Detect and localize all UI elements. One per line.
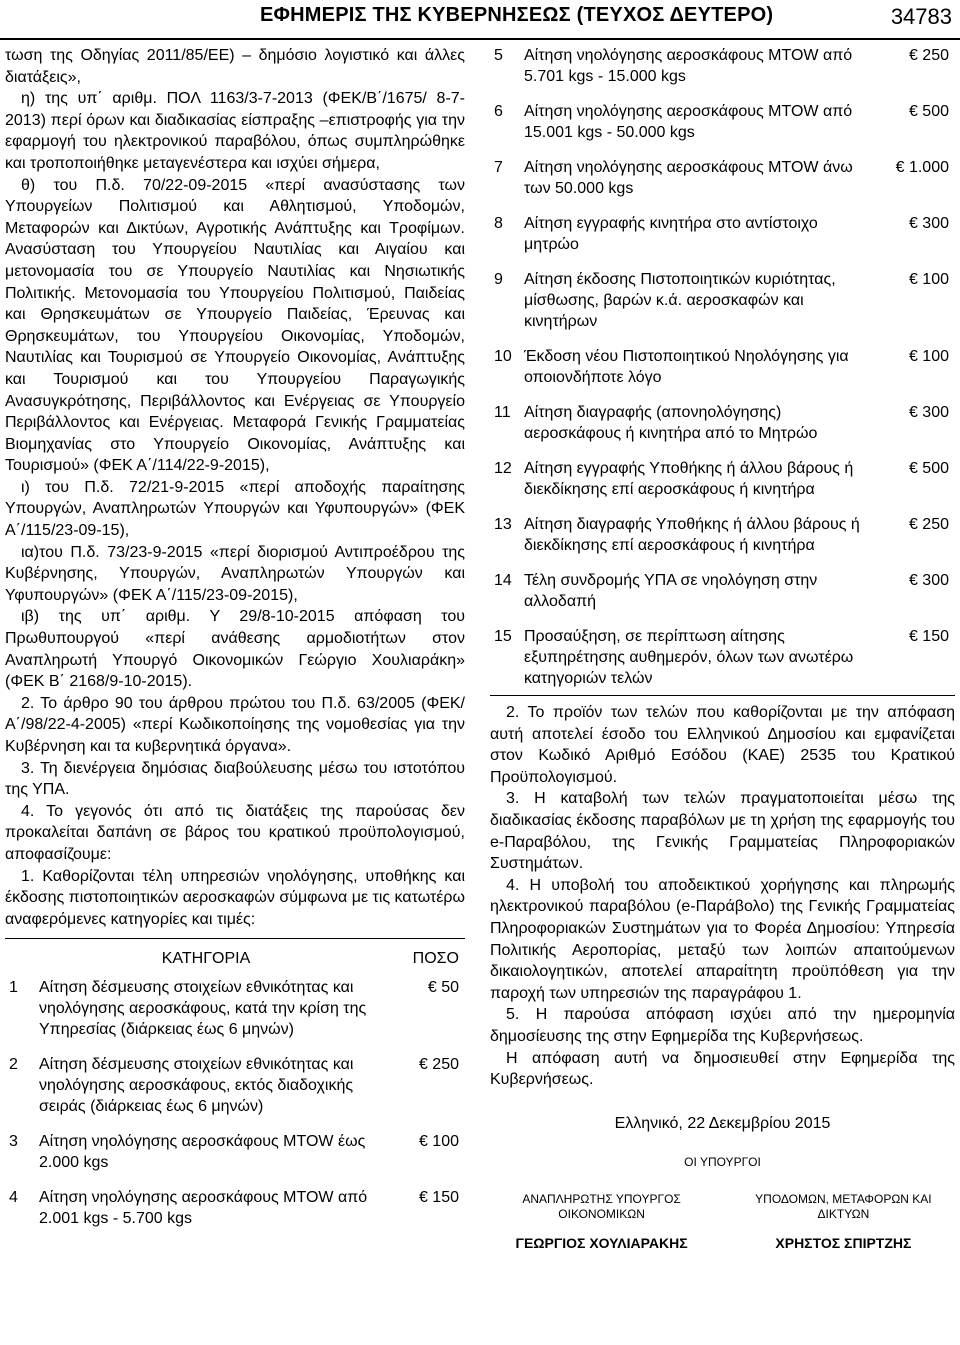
table-row: 12 Αίτηση εγγραφής Υποθήκης ή άλλου βάρους ή διεκδίκησης επί αεροσκάφους ή κινητήρα € 500 (494, 460, 949, 498)
page-number: 34783 (890, 4, 952, 29)
paragraph: ια)του Π.δ. 73/23-9-2015 «περί διορισμού Αντιπροέδρου της Κυβέρνησης, Υπουργών, Αναπληρωτών Υπουργών και Υφυπουργών» (ΦΕΚ Α΄/115/23-09-2015), (5, 543, 465, 604)
page-header (0, 0, 960, 40)
paragraph: 1. Καθορίζονται τέλη υπηρεσιών νηολόγησης, υποθήκης και έκδοσης πιστοποιητικών αεροσκαφών σύμφωνα με τις κατωτέρω αναφερόμενες κατηγορίες και τιμές: (5, 867, 466, 928)
signature-block (490, 1192, 955, 1251)
table-row: 7 Αίτηση νηολόγησης αεροσκάφους MTOW άνω των 50.000 kgs € 1.000 (494, 159, 949, 197)
signatory-name: ΧΡΗΣΤΟΣ ΣΠΙΡΤΖΗΣ (775, 1234, 912, 1251)
paragraph: ιβ) της υπ΄ αριθμ. Υ 29/8-10-2015 απόφαση του Πρωθυπουργού «περί ανάθεσης αρμοδιοτήτων στον Αναπληρωτή Υπουργό Οικονομικών Γεώργιο Χουλιαράκη» (ΦΕΚ Β΄ 2168/9-10-2015). (5, 608, 465, 691)
table-row: 8 Αίτηση εγγραφής κινητήρα στο αντίστοιχο μητρώο € 300 (494, 215, 949, 253)
paragraph: η) της υπ΄ αριθμ. ΠΟΛ 1163/3-7-2013 (ΦΕΚ/Β΄/1675/ 8-7-2013) περί όρων και διαδικασίας είσπραξης –επιστροφής για την εφαρμογή του ηλεκτρονικού παραβόλου, όπως συμπληρώθηκε και τροποποιήθηκε μεταγενέστερα και ισχύει σήμερα, (5, 90, 465, 172)
paragraph: ι) του Π.δ. 72/21-9-2015 «περί αποδοχής παραίτησης Υπουργών, Αναπληρωτών Υπουργών και Υφυπουργών» (ΦΕΚ Α΄/115/23-09-15), (5, 478, 465, 540)
paragraph: τωση της Οδηγίας 2011/85/ΕΕ) – δημόσιο λογιστικό και άλλες διατάξεις», (5, 47, 465, 86)
ministers-heading: ΟΙ ΥΠΟΥΡΓΟΙ (684, 1155, 761, 1170)
paragraph: Η απόφαση αυτή να δημοσιευθεί στην Εφημερίδα της Κυβερνήσεως. (490, 1049, 955, 1089)
signature-date: Ελληνικό, 22 Δεκεμβρίου 2015 (614, 1114, 831, 1132)
signatory-title: ΑΝΑΠΛΗΡΩΤΗΣ ΥΠΟΥΡΓΟΣ ΟΙΚΟΝΟΜΙΚΩΝ (522, 1191, 681, 1221)
left-column (5, 45, 465, 1229)
paragraph: 4. Η υποβολή του αποδεικτικού χορήγησης και πληρωμής ηλεκτρονικού παραβόλου (e-Παράβολο) της Γενικής Γραμματείας Πληροφοριακών Συστημάτων για το Φορέα Δημοσίου: Υπηρεσία Πολιτικής Αεροπορίας, μεταξύ των λοιπών απαιτούμενων δικαιολογητικών, αποτελεί απαραίτητη προϋπόθεση για την παροχή των υπηρεσιών της παραγράφου 1. (490, 876, 955, 1002)
table-row: 3 Αίτηση νηολόγησης αεροσκάφους MTOW έως 2.000 kgs € 100 (9, 1133, 459, 1172)
table-row: 1 Αίτηση δέσμευσης στοιχείων εθνικότητας και νηολόγησης αεροσκάφους, κατά την κρίση της Υπηρεσίας (διάρκειας έως 6 μηνών) € 50 (9, 979, 459, 1039)
fees-table-part1 (5, 938, 465, 1229)
table-row: 13 Αίτηση διαγραφής Υποθήκης ή άλλου βάρους ή διεκδίκησης επί αεροσκάφους ή κινητήρα € 250 (494, 516, 949, 554)
table-row: 5 Αίτηση νηολόγησης αεροσκάφους MTOW από 5.701 kgs - 15.000 kgs € 250 (494, 47, 949, 85)
signatory-name: ΓΕΩΡΓΙΟΣ ΧΟΥΛΙΑΡΑΚΗΣ (515, 1234, 688, 1251)
table-row: 11 Αίτηση διαγραφής (απονηολόγησης) αεροσκάφους ή κινητήρα από το Μητρώο € 300 (494, 404, 949, 442)
paragraph: 3. Η καταβολή των τελών πραγματοποιείται μέσω της διαδικασίας έκδοσης παραβόλων με τη χρήση της εφαρμογής του e-Παραβόλου, της Γενικής Γραμματείας Πληροφοριακών Συστημάτων. (490, 790, 955, 873)
paragraph: 4. Το γεγονός ότι από τις διατάξεις της παρούσας δεν προκαλείται δαπάνη σε βάρος του κρατικού προϋπολογισμού, αποφασίζουμε: (5, 802, 465, 863)
right-column (490, 45, 955, 1251)
table-row: 14 Τέλη συνδρομής ΥΠΑ σε νηολόγηση στην αλλοδαπή € 300 (494, 572, 949, 610)
paragraph: 2. Το προϊόν των τελών που καθορίζονται με την απόφαση αυτή αποτελεί έσοδο του Ελληνικού Δημοσίου και εμφανίζεται στον Κωδικό Αριθμό Εσόδου (ΚΑΕ) 2535 του Κρατικού Προϋπολογισμού. (490, 704, 955, 786)
table-header-category: ΚΑΤΗΓΟΡΙΑ (161, 949, 251, 967)
fees-table-part2 (490, 45, 955, 696)
table-header-amount: ΠΟΣΟ (412, 949, 459, 967)
paragraph: 2. Το άρθρο 90 του άρθρου πρώτου του Π.δ. 63/2005 (ΦΕΚ/Α΄/98/22-4-2005) «περί Κωδικοποίησης της νομοθεσίας για την Κυβέρνηση και τα κυβερνητικά όργανα». (5, 694, 465, 755)
paragraph: 3. Τη διενέργεια δημόσιας διαβούλευσης μέσω του ιστοτόπου της ΥΠΑ. (5, 759, 465, 799)
gazette-title: ΕΦΗΜΕΡΙΣ ΤΗΣ ΚΥΒΕΡΝΗΣΕΩΣ (ΤΕΥΧΟΣ ΔΕΥΤΕΡΟ) (260, 4, 774, 26)
table-row: 9 Αίτηση έκδοσης Πιστοποιητικών κυριότητας, μίσθωσης, βαρών κ.ά. αεροσκαφών και κινητήρων € 100 (494, 271, 949, 330)
paragraph: 5. Η παρούσα απόφαση ισχύει από την ημερομηνία δημοσίευσης της στην Εφημερίδα της Κυβερνήσεως. (490, 1006, 955, 1045)
table-row: 4 Αίτηση νηολόγησης αεροσκάφους MTOW από 2.001 kgs - 5.700 kgs € 150 (9, 1189, 459, 1228)
table-row: 15 Προσαύξηση, σε περίπτωση αίτησης εξυπηρέτησης αυθημερόν, όλων των ανωτέρω κατηγοριών τελών € 150 (494, 628, 949, 687)
table-row: 10 Έκδοση νέου Πιστοποιητικού Νηολόγησης για οποιονδήποτε λόγο € 100 (494, 348, 949, 386)
table-row: 6 Αίτηση νηολόγησης αεροσκάφους MTOW από 15.001 kgs - 50.000 kgs € 500 (494, 103, 949, 141)
table-row: 2 Αίτηση δέσμευσης στοιχείων εθνικότητας και νηολόγησης αεροσκάφους, εκτός διαδοχικής σειράς (διάρκειας έως 6 μηνών) € 250 (9, 1056, 459, 1116)
signature-left (490, 1192, 713, 1251)
paragraph: θ) του Π.δ. 70/22-09-2015 «περί ανασύστασης των Υπουργείων Πολιτισμού και Αθλητισμού, Υποδομών, Μεταφορών και Δικτύων, Αγροτικής Ανάπτυξης και Τροφίμων. Ανασύσταση του Υπουργείου Ναυτιλίας και Αιγαίου και μετονομασία του σε Υπουργείο Ναυτιλίας και Νησιωτικής Πολιτικής. Μετονομασία του Υπουργείου Πολιτισμού, Παιδείας και Θρησκευμάτων σε Υπουργείο Παιδείας, Έρευνας και Θρησκευμάτων, του Υπουργείου Οικονομίας, Υποδομών, Ναυτιλίας και Τουρισμού σε Υπουργείο Οικονομίας, Ανάπτυξης και Τουρισμού και του Υπουργείου Παραγωγικής Ανασυγκρότησης, Περιβάλλοντος και Ενέργειας σε Υπουργείο Περιβάλλοντος και Ενέργειας. Μεταφορά Γενικής Γραμματείας Βιομηχανίας στο Υπουργείο Οικονομίας, Ανάπτυξης και Τουρισμού» (ΦΕΚ Α΄/114/22-9-2015), (5, 176, 465, 475)
signatory-title: ΥΠΟΔΟΜΩΝ, ΜΕΤΑΦΟΡΩΝ ΚΑΙ ΔΙΚΤΥΩΝ (755, 1191, 932, 1221)
signature-right (732, 1192, 955, 1251)
